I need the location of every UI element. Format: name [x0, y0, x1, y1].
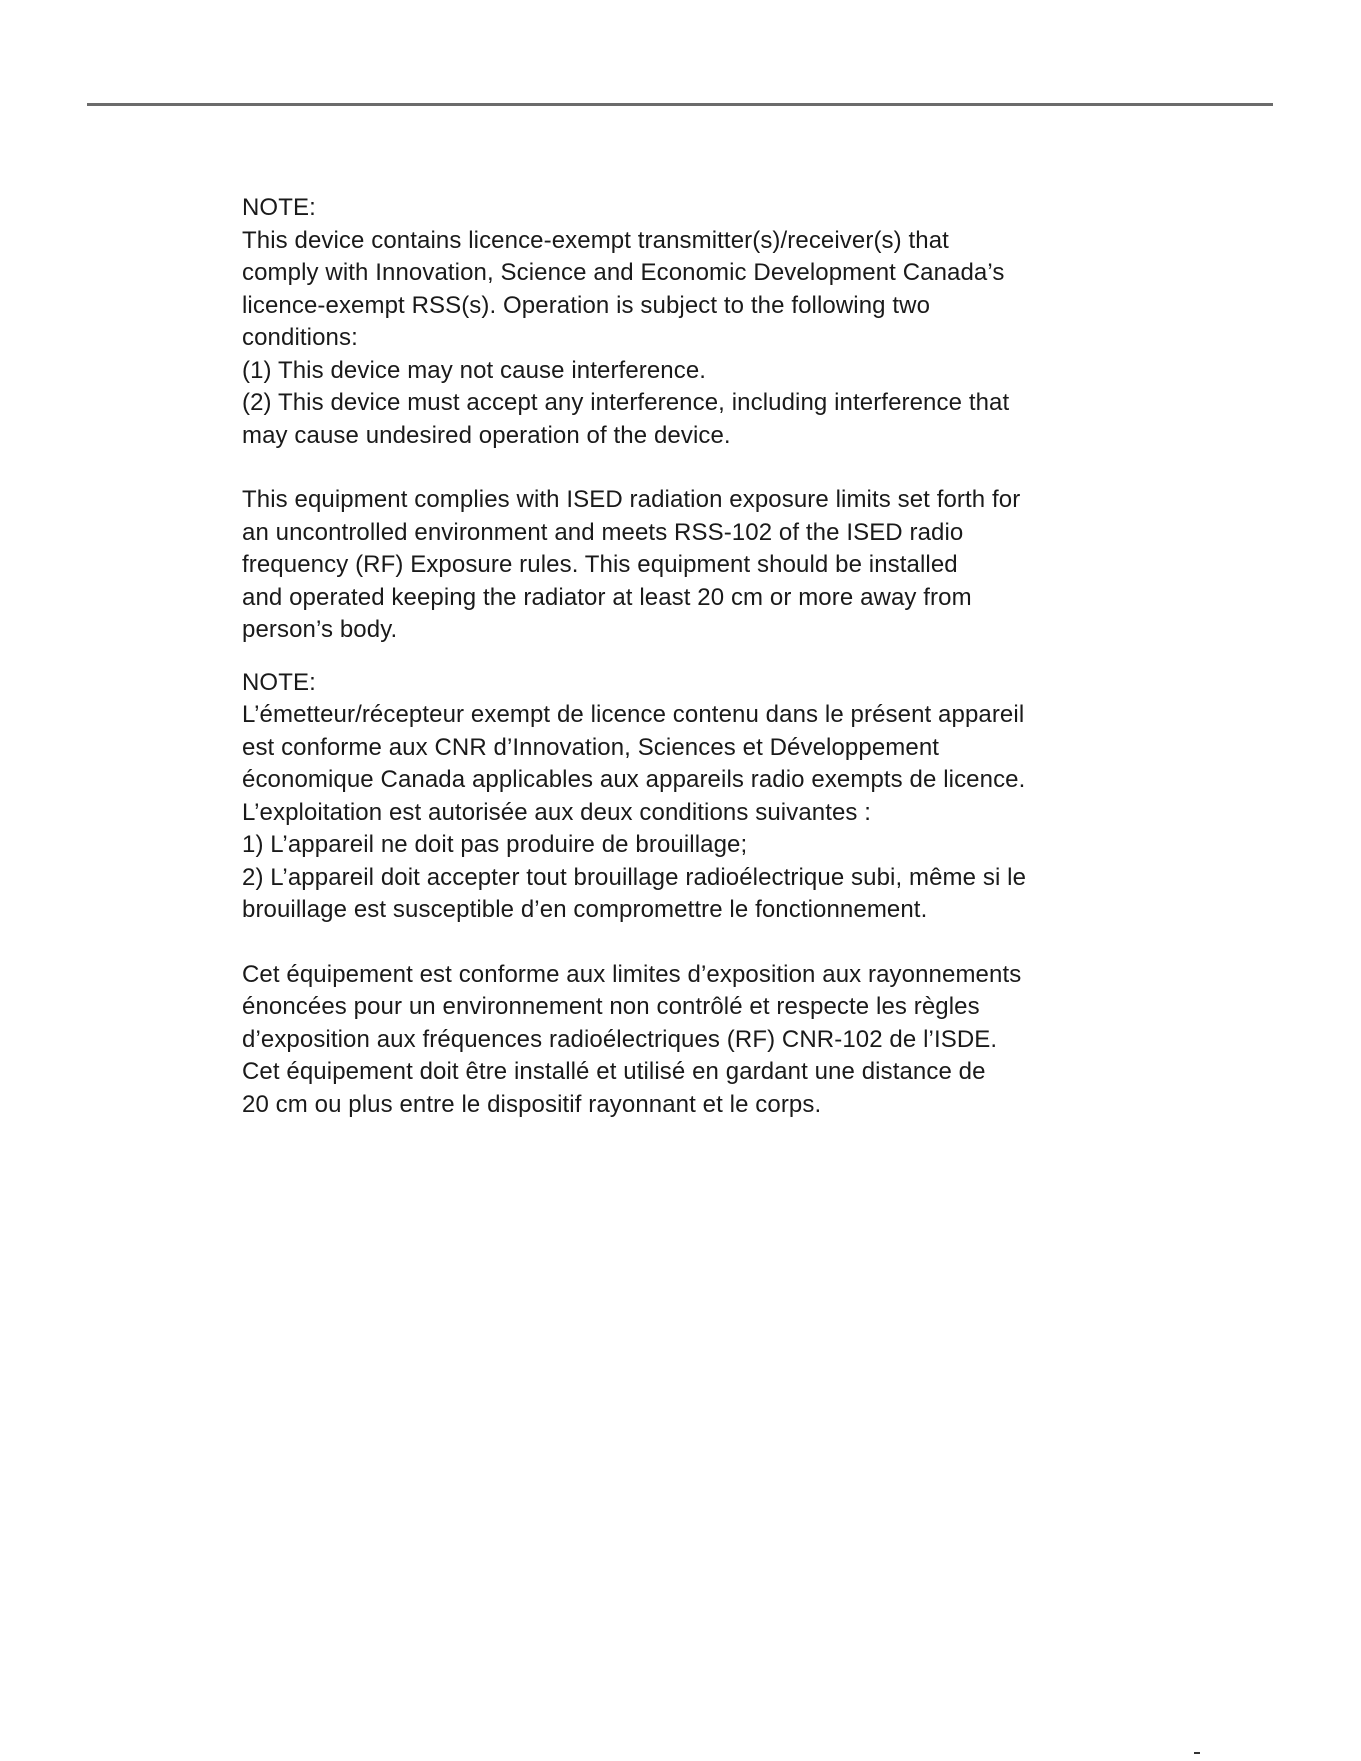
french-note-line: 1) L’appareil ne doit pas produire de brouillage;	[242, 831, 748, 858]
english-note-heading: NOTE:	[242, 194, 316, 221]
french-exposure-line: Cet équipement est conforme aux limites d’exposition aux rayonnements	[242, 960, 1022, 988]
english-note-line: This device contains licence-exempt transmitter(s)/receiver(s) that	[242, 226, 949, 254]
english-note-line: may cause undesired operation of the device.	[242, 421, 731, 449]
english-note-line: conditions:	[242, 324, 358, 351]
english-exposure-line: This equipment complies with ISED radiation exposure limits set forth for	[242, 486, 1021, 513]
english-note-line: comply with Innovation, Science and Economic Development Canada’s	[242, 259, 1005, 286]
page-edge-mark	[1194, 1752, 1200, 1754]
french-exposure-line: 20 cm ou plus entre le dispositif rayonnant et le corps.	[242, 1090, 822, 1118]
document-body	[242, 192, 1132, 1121]
french-note-line: L’émetteur/récepteur exempt de licence contenu dans le présent appareil	[242, 701, 1025, 728]
french-exposure-line: d’exposition aux fréquences radioélectriques (RF) CNR-102 de l’ISDE.	[242, 1025, 998, 1053]
french-note-line: L’exploitation est autorisée aux deux conditions suivantes :	[242, 798, 872, 826]
section-spacer	[242, 647, 1132, 667]
french-exposure-line: énoncées pour un environnement non contrôlé et respecte les règles	[242, 993, 980, 1020]
french-note-line: 2) L’appareil doit accepter tout brouillage radioélectrique subi, même si le	[242, 863, 1027, 891]
english-note-section	[242, 192, 1132, 452]
section-spacer	[242, 927, 1132, 959]
english-exposure-line: an uncontrolled environment and meets RSS-102 of the ISED radio	[242, 518, 964, 546]
english-note-line: (2) This device must accept any interference, including interference that	[242, 389, 1010, 416]
english-exposure-line: person’s body.	[242, 616, 398, 643]
english-exposure-line: frequency (RF) Exposure rules. This equipment should be installed	[242, 551, 958, 578]
header-divider	[87, 103, 1273, 106]
section-spacer	[242, 452, 1132, 484]
english-note-line: licence-exempt RSS(s). Operation is subject to the following two	[242, 291, 931, 319]
french-note-section	[242, 667, 1132, 927]
english-note-line: (1) This device may not cause interference.	[242, 356, 707, 384]
french-exposure-section	[242, 959, 1132, 1122]
french-note-line: est conforme aux CNR d’Innovation, Sciences et Développement	[242, 733, 940, 761]
french-note-heading: NOTE:	[242, 668, 316, 696]
french-note-line: économique Canada applicables aux appareils radio exempts de licence.	[242, 766, 1026, 793]
english-exposure-section	[242, 484, 1132, 647]
french-note-line: brouillage est susceptible d’en compromettre le fonctionnement.	[242, 896, 928, 923]
french-exposure-line: Cet équipement doit être installé et utilisé en gardant une distance de	[242, 1058, 986, 1085]
english-exposure-line: and operated keeping the radiator at least 20 cm or more away from	[242, 583, 972, 611]
